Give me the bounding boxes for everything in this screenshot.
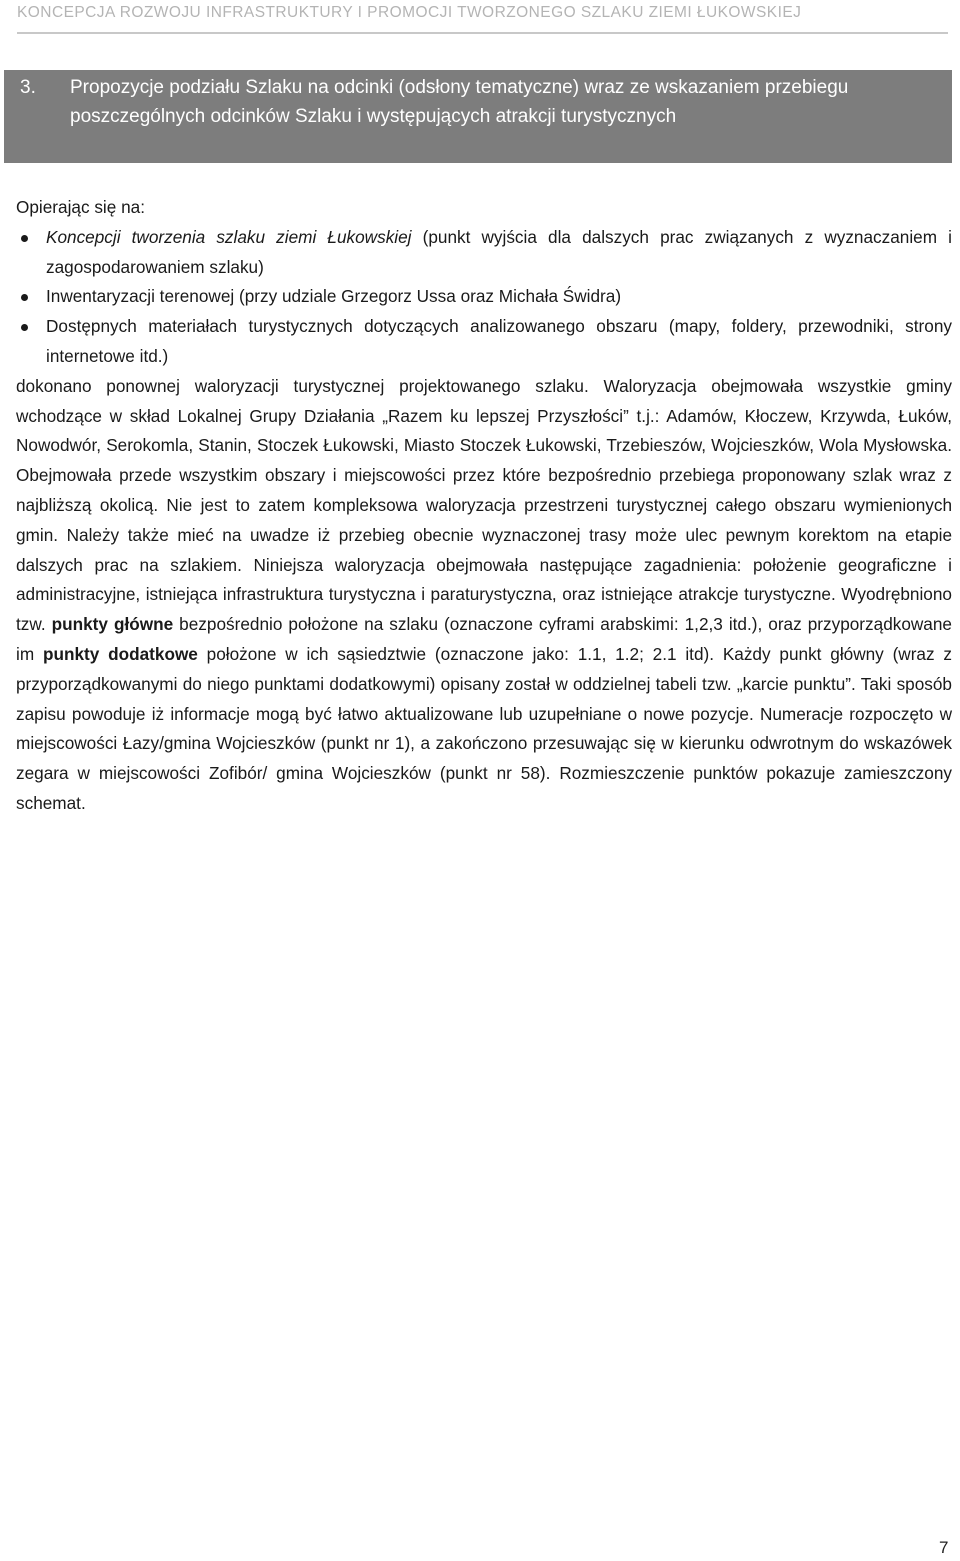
document-body (16, 193, 952, 819)
intro-text: Opierając się na: (16, 197, 145, 217)
section-title: Propozycje podziału Szlaku na odcinki (odsłony tematyczne) wraz ze wskazaniem przebiegu poszczególnych odcinków Szlaku i występujących atrakcji turystycznych (70, 77, 849, 127)
list-item-text: Dostępnych materiałach turystycznych dotyczących analizowanego obszaru (mapy, foldery, przewodniki, strony internetowe itd.) (46, 316, 952, 366)
running-header: KONCEPCJA ROZWOJU INFRASTRUKTURY I PROMOCJI TWORZONEGO SZLAKU ZIEMI ŁUKOWSKIEJ (17, 4, 802, 21)
bold-term-main-points: punkty główne (51, 614, 174, 635)
list-item (16, 223, 952, 283)
body-paragraph (16, 372, 952, 819)
bullet-icon (21, 324, 28, 331)
list-item-italic-text: Koncepcji tworzenia szlaku ziemi Łukowskiej (46, 226, 412, 247)
body-text: bezpośrednio położone na szlaku (oznaczone cyframi arabskimi: 1,2,3 itd.), oraz przyporządkowane im (16, 614, 952, 664)
body-text: położone w ich sąsiedztwie (oznaczone jako: 1.1, 1.2; 2.1 itd). Każdy punkt główny (wraz z przyporządkowanymi do niego punktami dodatkowymi) opisany został w oddzielnej tabeli tzw. „karcie punktu”. Taki sposób zapisu powoduje iż informacje mogą być łatwo aktualizowane lub uzupełniane o nowe pozycje. Numeracje rozpoczęto w miejscowości Łazy/gmina Wojcieszków (punkt nr 1), a zakończono przesuwając się w kierunku odwrotnym do wskazówek zegara w miejscowości Zofibór/ gmina Wojcieszków (punkt nr 58). Rozmieszczenie punktów pokazuje zamieszczony schemat. (16, 643, 952, 813)
header-divider (17, 32, 948, 34)
page-number: 7 (939, 1538, 949, 1557)
list-item (16, 312, 952, 372)
source-list (16, 223, 952, 372)
list-item (16, 282, 952, 312)
list-item-text: (punkt wyjścia dla dalszych prac związanych z wyznaczaniem i zagospodarowaniem szlaku) (46, 226, 952, 277)
list-item-text: Inwentaryzacji terenowej (przy udziale Grzegorz Ussa oraz Michała Świdra) (46, 286, 622, 307)
section-heading-banner (4, 70, 952, 163)
bullet-icon (21, 294, 28, 301)
bold-term-additional-points: punkty dodatkowe (42, 643, 198, 664)
bullet-icon (21, 235, 28, 242)
section-number: 3. (20, 77, 36, 98)
body-text: dokonano ponownej waloryzacji turystycznej projektowanego szlaku. Waloryzacja obejmowała wszystkie gminy wchodzące w skład Lokalnej Grupy Działania „Razem ku lepszej Przyszłości” t.j.: Adamów, Kłoczew, Krzywda, Łuków, Nowodwór, Serokomla, Stanin, Stoczek Łukowski, Miasto Stoczek Łukowski, Trzebieszów, Wojcieszków, Wola Mysłowska. Obejmowała przede wszystkim obszary i miejscowości przez które bezpośrednio przebiega proponowany szlak wraz z najbliższą okolicą. Nie jest to zatem kompleksowa waloryzacja przestrzeni turystycznej całego obszaru wymienionych gmin. Należy także mieć na uwadze iż przebieg obecnie wyznaczonej trasy może ulec pewnym korektom na etapie dalszych prac na szlakiem. Niniejsza waloryzacja obejmowała następujące zagadnienia: położenie geograficzne i administracyjne, istniejąca infrastruktura turystyczna i paraturystyczna, oraz istniejące atrakcje turystyczne. Wyodrębniono tzw. (16, 375, 952, 635)
